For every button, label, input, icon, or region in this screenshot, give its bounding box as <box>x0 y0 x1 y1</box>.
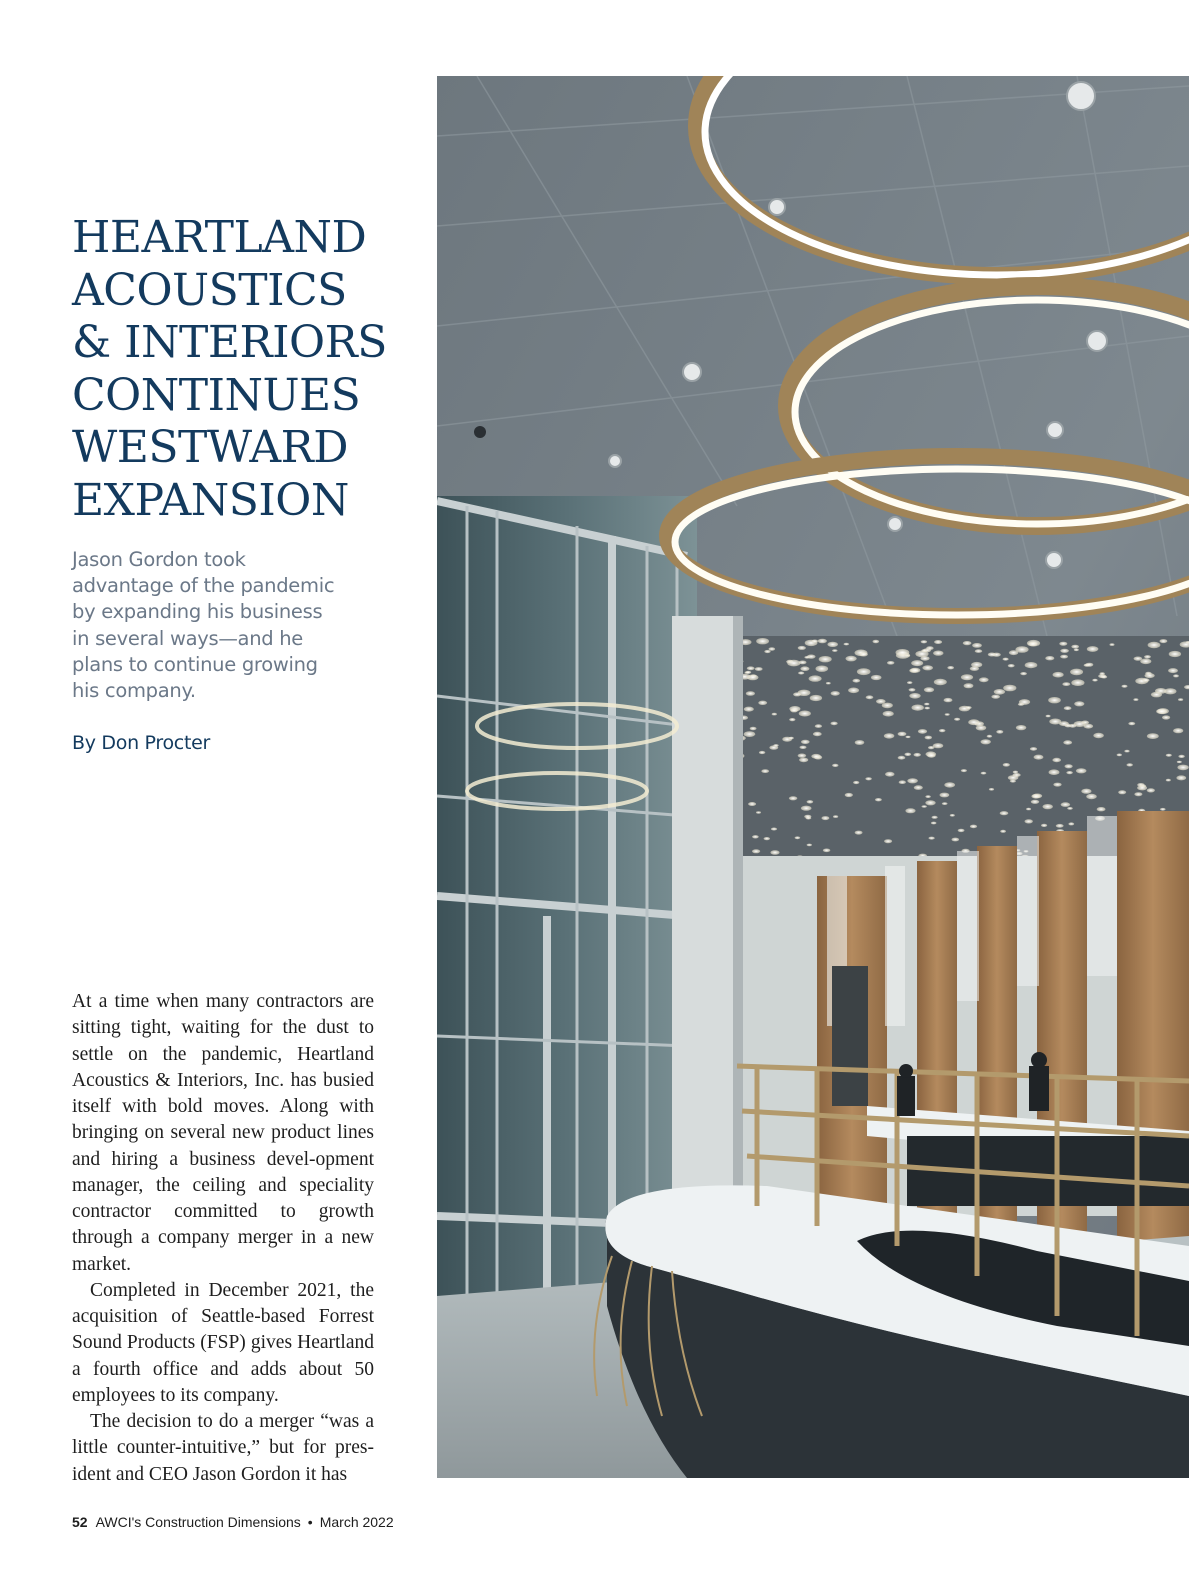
headline-line: ACOUSTICS <box>72 264 347 316</box>
headline-line: EXPANSION <box>72 474 349 526</box>
headline-line: CONTINUES <box>72 369 361 421</box>
page-number: 52 <box>72 1514 88 1530</box>
headline-line: WESTWARD <box>72 422 349 473</box>
deck-line: advantage of the pandemic <box>72 574 335 598</box>
lobby-photo <box>437 76 1189 1478</box>
article-body <box>72 989 374 1488</box>
page-footer <box>72 1513 394 1531</box>
body-paragraph: The decision to do a merger “was a little counter-intuitive,” but for pres-ident and CEO Jason Gordon it has <box>72 1411 374 1485</box>
headline-line: HEARTLAND <box>72 212 367 263</box>
deck-line: his company. <box>72 679 196 703</box>
publication-name: AWCI's Construction Dimensions <box>95 1514 301 1530</box>
body-paragraph: Completed in December 2021, the acquisition of Seattle-based Forrest Sound Products (FSP) gives Heartland a fourth office and adds about 50 employees to its company. <box>72 1279 374 1406</box>
article-byline: By Don Procter <box>72 732 210 754</box>
article-headline <box>72 212 422 527</box>
issue-date: March 2022 <box>319 1514 394 1530</box>
deck-line: Jason Gordon took <box>72 548 246 571</box>
deck-line: in several ways—and he <box>72 626 303 650</box>
headline-line: & INTERIORS <box>72 317 387 368</box>
body-paragraph: At a time when many contractors are sitting tight, waiting for the dust to settle on the pandemic, Heartland Acoustics & Interiors, Inc. has busied itself with bold moves. Along with bringing on several new product lines and hiring a business devel-opment manager, the ceiling and speciality contractor committed to growth through a company merger in a new market. <box>72 991 374 1275</box>
article-deck <box>72 547 372 704</box>
footer-separator: • <box>307 1514 313 1530</box>
deck-line: by expanding his business <box>72 600 323 624</box>
deck-line: plans to continue growing <box>72 652 318 676</box>
